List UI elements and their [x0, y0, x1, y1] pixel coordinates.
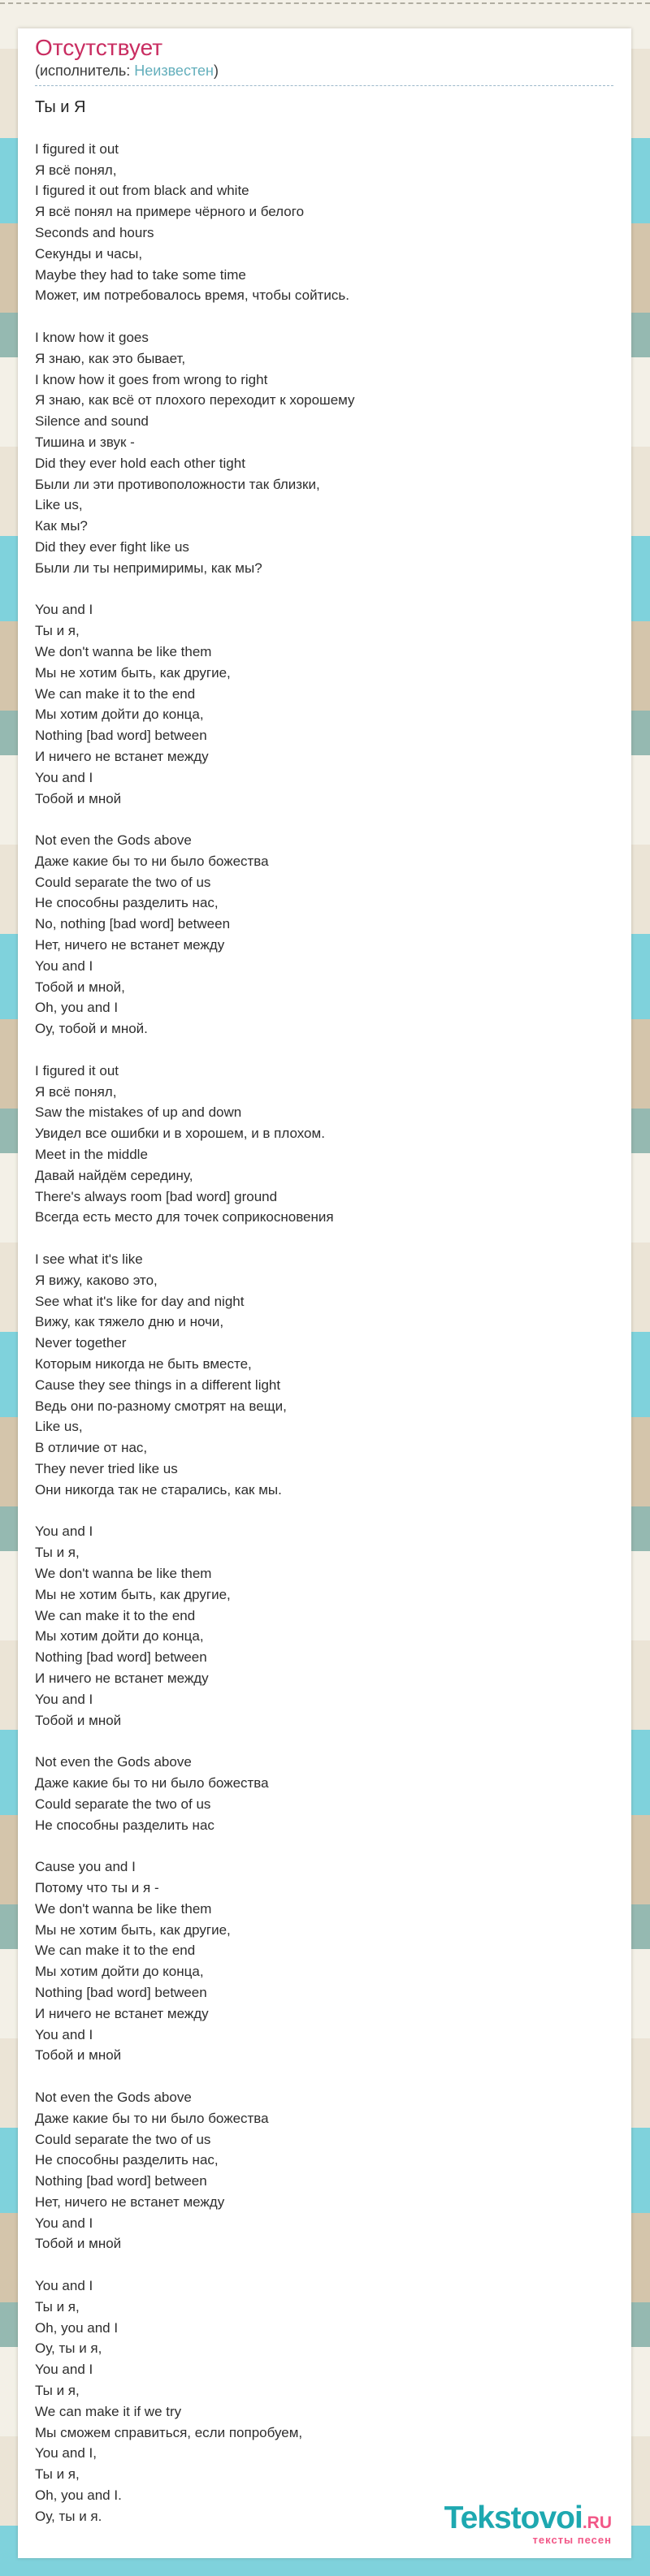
lyric-line: Тишина и звук - [35, 434, 135, 450]
lyric-line: Я вижу, каково это, [35, 1272, 158, 1288]
lyric-line: Ты и я, [35, 2383, 80, 2399]
logo-tagline: тексты песен [532, 2534, 612, 2546]
lyric-line: Которым никогда не быть вместе, [35, 1356, 252, 1372]
lyric-line: You and I [35, 602, 93, 618]
lyric-line: Нет, ничего не встанет между [35, 2193, 225, 2210]
lyric-line: Как мы? [35, 518, 88, 534]
artist-label-suffix: ) [213, 63, 219, 79]
lyric-line: Я всё понял, [35, 162, 117, 178]
lyric-line: Ты и я, [35, 1545, 80, 1561]
lyric-line: Тобой и мной [35, 1712, 122, 1728]
lyric-line: Not even the Gods above [35, 832, 192, 849]
lyric-line: You and I [35, 2215, 93, 2231]
lyric-line: Like us, [35, 497, 83, 513]
lyric-line: We can make it to the end [35, 685, 196, 702]
lyric-line: Could separate the two of us [35, 2131, 211, 2147]
lyric-line: Потому что ты и я - [35, 1879, 159, 1895]
stanza-gap [35, 1731, 613, 1752]
lyric-line: There's always room [bad word] ground [35, 1188, 278, 1204]
lyric-line: Ты и я, [35, 2298, 80, 2315]
stanza-gap [35, 1039, 613, 1061]
lyric-line: You and I [35, 957, 93, 974]
lyric-line: Даже какие бы то ни было божества [35, 853, 269, 869]
lyric-line: You and I [35, 2278, 93, 2294]
lyric-line: Оу, ты и я. [35, 2508, 102, 2524]
logo-brand-text: Tekstovoi [444, 2500, 583, 2535]
lyric-line: Мы сможем справиться, если попробуем, [35, 2424, 303, 2440]
lyric-line: You and I [35, 2362, 93, 2378]
lyric-line: See what it's like for day and night [35, 1293, 245, 1309]
lyric-line: I figured it out [35, 1062, 119, 1078]
lyric-line: No, nothing [bad word] between [35, 916, 231, 932]
lyric-line: Cause they see things in a different light [35, 1377, 281, 1393]
lyric-line: Не способны разделить нас, [35, 895, 219, 911]
lyric-line: Были ли ты непримиримы, как мы? [35, 560, 262, 576]
lyric-line: Может, им потребовалось время, чтобы сойтись. [35, 287, 349, 304]
lyric-line: I figured it out [35, 140, 119, 157]
lyric-line: Тобой и мной, [35, 979, 125, 995]
lyric-line: Nothing [bad word] between [35, 1984, 207, 2000]
lyric-line: Not even the Gods above [35, 2089, 192, 2105]
lyric-line: Оу, тобой и мной. [35, 1021, 148, 1037]
lyric-line: We can make it to the end [35, 1943, 196, 1959]
lyric-line: И ничего не встанет между [35, 1670, 209, 1686]
page-title: Отсутствует [35, 35, 163, 60]
lyric-line: Nothing [bad word] between [35, 1649, 207, 1666]
lyric-line: Не способны разделить нас [35, 1817, 214, 1833]
lyric-line: Всегда есть место для точек соприкосновения [35, 1209, 334, 1225]
lyric-line: We can make it to the end [35, 1607, 196, 1623]
lyrics-text [35, 139, 613, 2527]
lyric-line: Could separate the two of us [35, 874, 211, 890]
lyric-line: Did they ever fight like us [35, 538, 189, 555]
lyric-line: I figured it out from black and white [35, 183, 249, 199]
stanza-gap [35, 2254, 613, 2276]
lyric-line: Мы не хотим быть, как другие, [35, 1921, 231, 1938]
lyric-line: Ты и я, [35, 623, 80, 639]
lyric-line: Нет, ничего не встанет между [35, 937, 225, 953]
lyric-line: Они никогда так не старались, как мы. [35, 1481, 282, 1498]
lyric-line: I see what it's like [35, 1251, 143, 1268]
lyric-line: Я всё понял, [35, 1083, 117, 1100]
lyric-line: Oh, you and I. [35, 2487, 122, 2504]
lyric-line: Даже какие бы то ни было божества [35, 2110, 269, 2126]
lyric-line: Did they ever hold each other tight [35, 455, 245, 471]
lyric-line: Секунды и часы, [35, 245, 143, 261]
lyric-line: Silence and sound [35, 413, 149, 430]
lyric-line: Мы хотим дойти до конца, [35, 1964, 204, 1980]
lyric-line: В отличие от нас, [35, 1440, 148, 1456]
lyric-line: Saw the mistakes of up and down [35, 1104, 242, 1121]
artist-link[interactable]: Неизвестен [134, 63, 214, 79]
lyric-line: I know how it goes [35, 329, 149, 345]
lyric-line: Could separate the two of us [35, 1796, 211, 1812]
lyric-line: Тобой и мной [35, 2047, 122, 2064]
lyric-line: We don't wanna be like them [35, 1565, 212, 1581]
lyric-line: Вижу, как тяжело дню и ночи, [35, 1314, 224, 1330]
logo-domain-suffix: .RU [582, 2513, 612, 2532]
stanza-gap [35, 1501, 613, 1522]
lyric-line: Not even the Gods above [35, 1754, 192, 1770]
lyric-line: Мы не хотим быть, как другие, [35, 664, 231, 681]
lyric-line: Oh, you and I [35, 1000, 119, 1016]
lyric-line: Я всё понял на примере чёрного и белого [35, 204, 305, 220]
lyric-line: Были ли эти противоположности так близки, [35, 476, 320, 492]
lyric-line: Мы не хотим быть, как другие, [35, 1586, 231, 1602]
lyric-line: И ничего не встанет между [35, 748, 209, 764]
lyric-line: И ничего не встанет между [35, 2005, 209, 2021]
lyric-line: You and I [35, 1524, 93, 1540]
lyric-line: We don't wanna be like them [35, 643, 212, 659]
stanza-gap [35, 2066, 613, 2087]
lyric-line: We can make it if we try [35, 2403, 182, 2419]
lyric-line: Не способны разделить нас, [35, 2152, 219, 2168]
lyric-line: You and I [35, 2026, 93, 2042]
lyric-line: Даже какие бы то ни было божества [35, 1774, 269, 1791]
lyric-line: You and I [35, 1691, 93, 1707]
stanza-gap [35, 809, 613, 830]
lyric-line: Я знаю, как это бывает, [35, 350, 186, 366]
lyric-line: Увидел все ошибки и в хорошем, и в плохом. [35, 1126, 325, 1142]
lyric-line: Oh, you and I [35, 2319, 119, 2336]
lyric-line: Cause you and I [35, 1859, 136, 1875]
tekstovoi-logo[interactable] [444, 2502, 612, 2545]
lyric-line: Мы хотим дойти до конца, [35, 707, 204, 723]
lyric-line: Seconds and hours [35, 224, 154, 240]
lyric-line: I know how it goes from wrong to right [35, 371, 268, 387]
artist-label-prefix: (исполнитель: [35, 63, 135, 79]
lyric-line: Nothing [bad word] between [35, 2173, 207, 2189]
lyric-line: Meet in the middle [35, 1147, 148, 1163]
stitch-divider [0, 2, 650, 4]
tekstovoi-logo-wordmark [444, 2502, 612, 2534]
lyric-line: Тобой и мной [35, 2236, 122, 2252]
lyric-line: Давай найдём середину, [35, 1167, 193, 1183]
lyric-line: Like us, [35, 1419, 83, 1435]
lyric-line: We don't wanna be like them [35, 1900, 212, 1917]
lyric-line: Мы хотим дойти до конца, [35, 1628, 204, 1645]
lyric-line: Never together [35, 1335, 127, 1351]
stanza-gap [35, 1228, 613, 1249]
lyric-line: Ты и я, [35, 2466, 80, 2483]
lyric-line: Maybe they had to take some time [35, 266, 246, 283]
lyrics-card [18, 28, 631, 2558]
lyric-line: Nothing [bad word] between [35, 728, 207, 744]
lyric-line: Тобой и мной [35, 790, 122, 806]
stanza-gap [35, 579, 613, 600]
stanza-gap [35, 1835, 613, 1856]
lyric-line: Я знаю, как всё от плохого переходит к хорошему [35, 392, 355, 408]
lyric-line: Ведь они по-разному смотрят на вещи, [35, 1398, 287, 1414]
lyric-line: You and I [35, 769, 93, 785]
lyric-line: Оу, ты и я, [35, 2340, 102, 2357]
artist-line [35, 61, 613, 86]
lyric-line: They never tried like us [35, 1461, 178, 1476]
lyric-line: You and I, [35, 2445, 97, 2461]
stanza-gap [35, 306, 613, 327]
song-title: Ты и Я [35, 98, 86, 116]
